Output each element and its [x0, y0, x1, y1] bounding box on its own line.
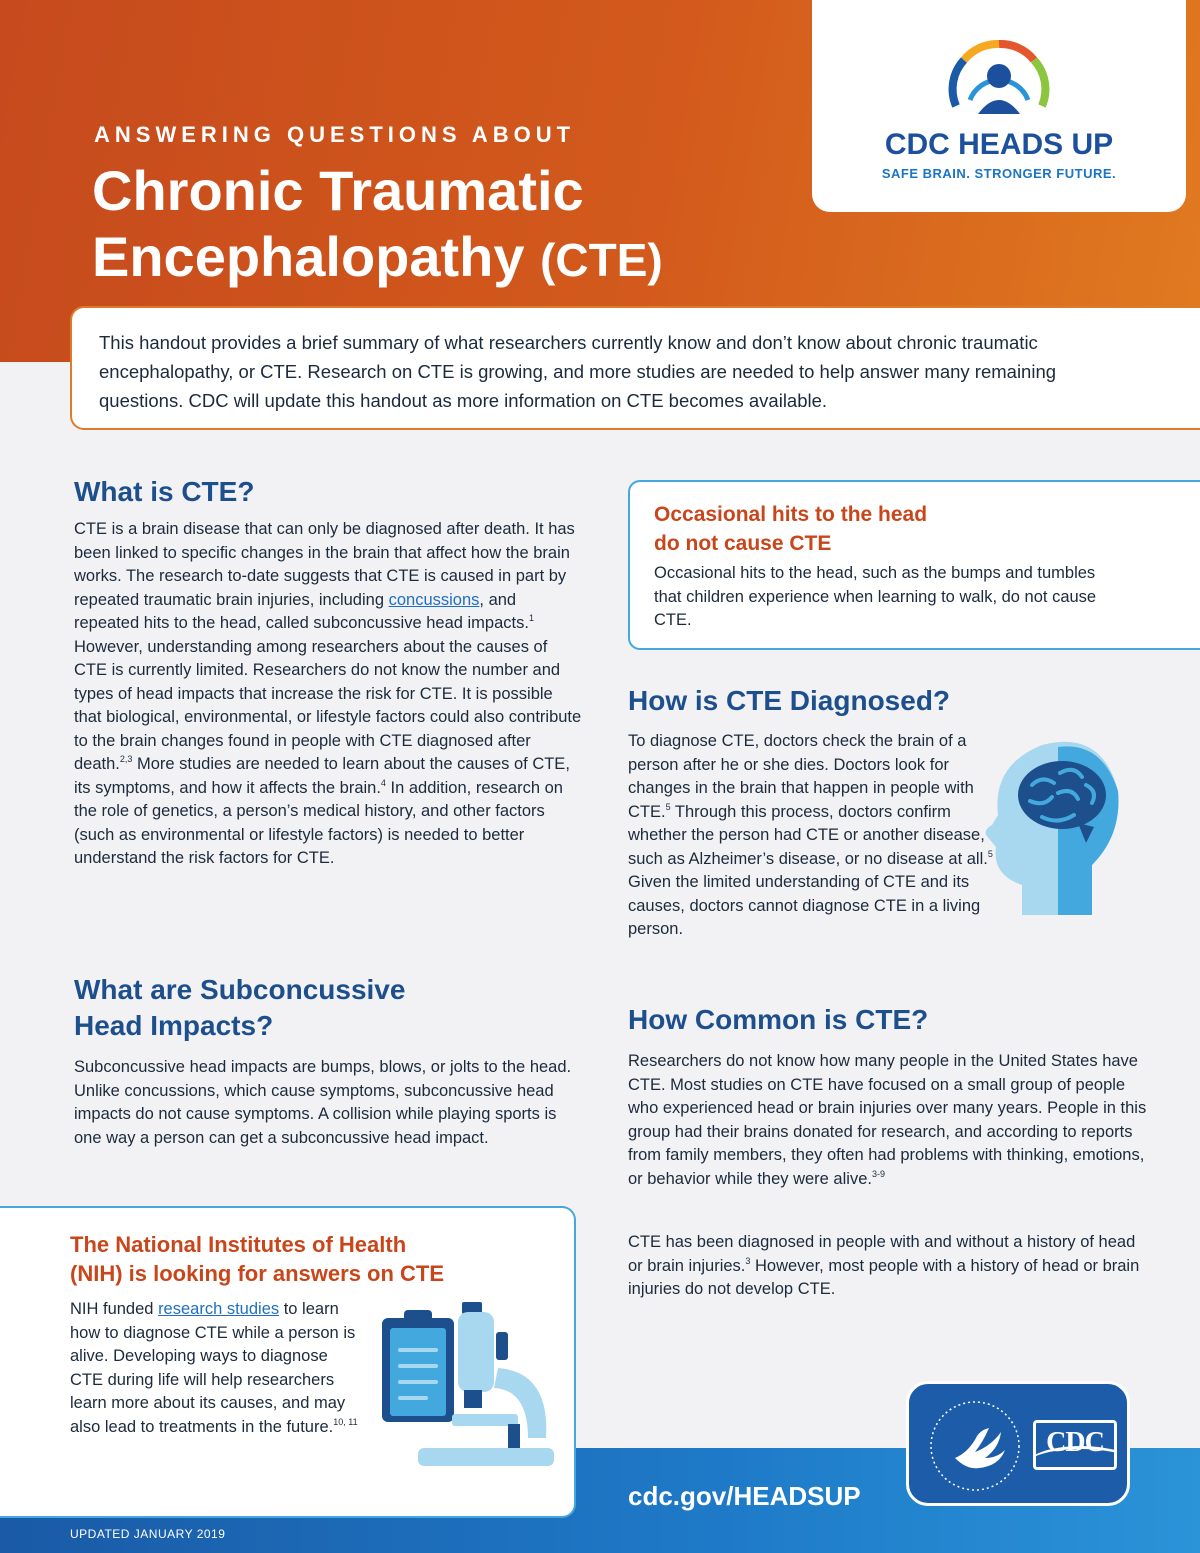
common-heading: How Common is CTE?: [628, 1004, 929, 1035]
occasional-title-line2: do not cause CTE: [654, 532, 832, 555]
page-title: [92, 158, 663, 293]
common-text-2a: CTE has been diagnosed in people with and without a history of head or brain injuries.: [628, 1233, 1136, 1275]
common-text-2b: However, most people with a history of head or brain injuries do not develop CTE.: [628, 1256, 1140, 1298]
title-acronym: (CTE): [540, 234, 663, 286]
logo-tagline: SAFE BRAIN. STRONGER FUTURE.: [881, 166, 1117, 181]
common-text-2: [628, 1231, 1148, 1302]
diagnosed-text-c: Given the limited understanding of CTE and its causes, doctors cannot diagnose CTE in a living person.: [628, 873, 981, 938]
heads-up-logo-icon: [940, 40, 1058, 122]
intro-box: [70, 306, 1200, 430]
citation: 1: [528, 613, 534, 623]
citation: 5: [665, 801, 671, 812]
intro-text: This handout provides a brief summary of what researchers currently know and don’t know about chronic traumatic encephalopathy, or CTE. Research on CTE is growing, and more studies are needed to help answer many remaining questions. CDC will update this handout as more information on CTE becomes available.: [99, 332, 1057, 411]
citation: 5: [987, 848, 993, 859]
nih-title-line2: (NIH) is looking for answers on CTE: [70, 1261, 445, 1286]
citation: 3-9: [871, 1168, 885, 1179]
nih-callout: [0, 1206, 576, 1518]
diagnosed-text-b: Through this process, doctors confirm whether the person had CTE or another disease, such as Alzheimer’s disease, or no disease at all.: [628, 802, 988, 868]
diagnosed-text-a: To diagnose CTE, doctors check the brain of a person after he or she dies. Doctors look for changes in the brain that happen in people with CTE.: [628, 732, 974, 821]
cdc-logo-text: CDC: [1046, 1427, 1104, 1458]
what-is-text-b: , and repeated hits to the head, called subconcussive head impacts.: [74, 590, 529, 632]
occasional-hits-title: [654, 500, 1200, 558]
what-is-text-d: More studies are needed to learn about the causes of CTE, its symptoms, and how it affects the brain.: [74, 755, 570, 797]
what-is-text-c: However, understanding among researchers about the causes of CTE is currently limited. Researchers do not know the number and types of head impacts that increase the risk for CTE. It is possible that biological, environmental, or lifestyle factors could also contribute to the brain changes found in people with CTE diagnosed after death.: [74, 637, 582, 773]
what-is-text-e: In addition, research on the role of genetics, a person’s medical history, and other factors (such as environmental or lifestyle factors) is needed to better understand the risk factors for CTE.: [74, 778, 563, 867]
cdc-logo: [1033, 1420, 1117, 1470]
common-text-1: [628, 1050, 1148, 1191]
title-line2: Encephalopathy: [92, 225, 525, 288]
nih-title-line1: The National Institutes of Health: [70, 1232, 407, 1257]
citation: 4: [380, 777, 386, 788]
subconcussive-text: Subconcussive head impacts are bumps, blows, or jolts to the head. Unlike concussions, which cause symptoms, subconcussive head impacts do not cause symptoms. A collision while playing sports is one way a person can get a subconcussive head impact.: [74, 1058, 572, 1147]
research-studies-link[interactable]: research studies: [158, 1300, 280, 1318]
what-is-text-a: CTE is a brain disease that can only be diagnosed after death. It has been linked to specific changes in the brain that affect how the brain works. The research to-date suggests that CTE is caused in part by repeated traumatic brain injuries, including: [74, 520, 575, 609]
occasional-hits-callout: [628, 480, 1200, 650]
nih-title: [70, 1230, 530, 1288]
nih-text: [70, 1298, 360, 1439]
nih-text-a: NIH funded: [70, 1300, 159, 1318]
heads-up-logo: [812, 0, 1186, 212]
concussions-link[interactable]: concussions: [388, 590, 480, 609]
header-kicker: ANSWERING QUESTIONS ABOUT: [94, 122, 576, 147]
subconcussive-heading-line2: Head Impacts?: [74, 1010, 274, 1041]
subconcussive-heading-line1: What are Subconcussive: [74, 974, 406, 1005]
nih-text-b: to learn how to diagnose CTE while a person is alive. Developing ways to diagnose CTE during life will help researchers learn more about its causes, and may also lead to treatments in the future.: [70, 1300, 356, 1436]
hhs-cdc-logo: [906, 1381, 1130, 1506]
logo-name: CDC HEADS UP: [884, 128, 1114, 161]
citation: 10, 11: [333, 1416, 358, 1427]
hhs-seal-icon: [925, 1396, 1025, 1496]
subconcussive-heading: [74, 972, 584, 1044]
what-is-cte-heading: What is CTE?: [74, 476, 255, 507]
occasional-hits-text: Occasional hits to the head, such as the bumps and tumbles that children experience when learning to walk, do not cause CTE.: [654, 564, 1097, 629]
diagnosed-heading: How is CTE Diagnosed?: [628, 685, 951, 716]
title-line1: Chronic Traumatic: [92, 159, 584, 222]
brain-head-icon: [982, 735, 1122, 917]
diagnosed-text: [628, 730, 993, 942]
updated-date: UPDATED JANUARY 2019: [70, 1527, 226, 1541]
microscope-clipboard-icon: [378, 1298, 558, 1470]
footer-url[interactable]: cdc.gov/HEADSUP: [628, 1481, 861, 1511]
citation: 2,3: [119, 754, 133, 764]
occasional-title-line1: Occasional hits to the head: [654, 503, 928, 526]
what-is-cte-text: [74, 518, 584, 871]
citation: 3: [745, 1255, 751, 1266]
common-text-1a: Researchers do not know how many people in the United States have CTE. Most studies on CTE have focused on a small group of people who experienced head or brain injuries over many years. People in this group had their brains donated for research, and according to reports from family members, they often had problems with thinking, emotions, or behavior while they were alive.: [628, 1052, 1147, 1188]
